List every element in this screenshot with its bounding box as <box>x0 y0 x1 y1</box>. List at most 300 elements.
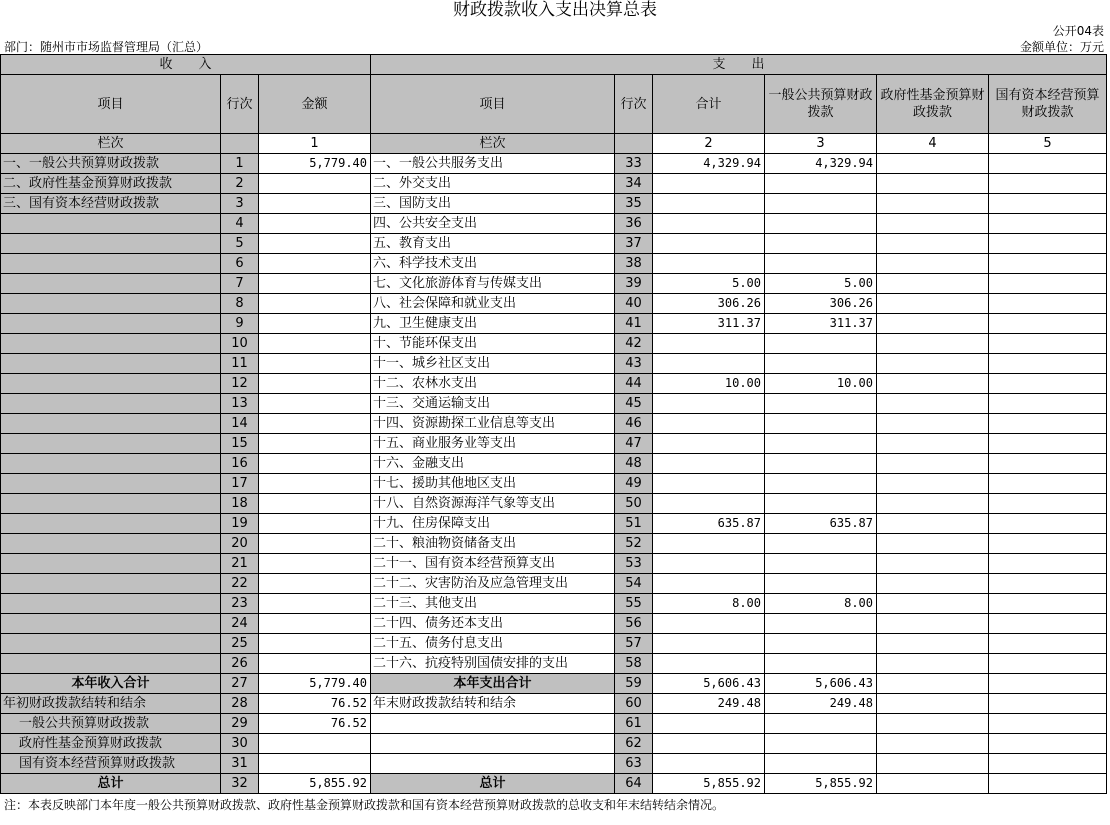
expense-item: 十四、资源勘探工业信息等支出 <box>371 414 615 434</box>
expense-state-capital <box>989 734 1107 754</box>
income-amount <box>259 574 371 594</box>
expense-line: 37 <box>615 234 653 254</box>
expense-gov-fund <box>877 594 989 614</box>
expense-gov-fund <box>877 214 989 234</box>
expense-item <box>371 734 615 754</box>
income-line: 2 <box>221 174 259 194</box>
expense-state-capital <box>989 614 1107 634</box>
income-amount <box>259 294 371 314</box>
income-item: 年初财政拨款结转和结余 <box>1 694 221 714</box>
income-amount <box>259 494 371 514</box>
income-item: 总计 <box>1 774 221 794</box>
income-amount <box>259 274 371 294</box>
income-item <box>1 534 221 554</box>
expense-line: 61 <box>615 714 653 734</box>
expense-state-capital <box>989 374 1107 394</box>
expense-gov-fund <box>877 254 989 274</box>
expense-total <box>653 414 765 434</box>
expense-general-budget <box>765 434 877 454</box>
expense-gov-fund <box>877 314 989 334</box>
table-row <box>1 434 1107 454</box>
expense-general-budget: 8.00 <box>765 594 877 614</box>
expense-gov-fund <box>877 774 989 794</box>
expense-item: 总计 <box>371 774 615 794</box>
expense-total <box>653 554 765 574</box>
income-item: 一般公共预算财政拨款 <box>1 714 221 734</box>
income-line: 14 <box>221 414 259 434</box>
gov-fund-header: 政府性基金预算财政拨款 <box>877 75 989 134</box>
expense-gov-fund <box>877 734 989 754</box>
income-amount <box>259 514 371 534</box>
income-amount <box>259 354 371 374</box>
income-amount <box>259 734 371 754</box>
expense-total <box>653 574 765 594</box>
general-budget-header: 一般公共预算财政拨款 <box>765 75 877 134</box>
expense-item: 二十二、灾害防治及应急管理支出 <box>371 574 615 594</box>
table-row <box>1 194 1107 214</box>
income-line: 13 <box>221 394 259 414</box>
footnote: 注：本表反映部门本年度一般公共预算财政拨款、政府性基金预算财政拨款和国有资本经营预算财政拨款的总收支和年末结转结余情况。 <box>4 798 725 812</box>
expense-gov-fund <box>877 174 989 194</box>
expense-item: 二十四、债务还本支出 <box>371 614 615 634</box>
income-line: 11 <box>221 354 259 374</box>
income-item: 政府性基金预算财政拨款 <box>1 734 221 754</box>
expense-gov-fund <box>877 554 989 574</box>
expense-gov-fund <box>877 234 989 254</box>
income-line: 9 <box>221 314 259 334</box>
expense-gov-fund <box>877 514 989 534</box>
expense-general-budget: 4,329.94 <box>765 154 877 174</box>
income-item: 三、国有资本经营财政拨款 <box>1 194 221 214</box>
expense-state-capital <box>989 514 1107 534</box>
expense-line: 43 <box>615 354 653 374</box>
expense-total <box>653 254 765 274</box>
table-row <box>1 314 1107 334</box>
column-no-4: 4 <box>877 134 989 154</box>
expense-line: 44 <box>615 374 653 394</box>
income-line: 29 <box>221 714 259 734</box>
expense-total: 10.00 <box>653 374 765 394</box>
expense-state-capital <box>989 414 1107 434</box>
expense-general-budget <box>765 214 877 234</box>
column-no-1: 1 <box>259 134 371 154</box>
expense-state-capital <box>989 494 1107 514</box>
expense-item: 四、公共安全支出 <box>371 214 615 234</box>
expense-line: 36 <box>615 214 653 234</box>
expense-item: 二十五、债务付息支出 <box>371 634 615 654</box>
income-item <box>1 434 221 454</box>
expense-item: 二十六、抗疫特别国债安排的支出 <box>371 654 615 674</box>
expense-item: 二十三、其他支出 <box>371 594 615 614</box>
expense-item <box>371 754 615 774</box>
summary-row <box>1 674 1107 694</box>
income-line: 31 <box>221 754 259 774</box>
unit-label: 金额单位：万元 <box>1019 40 1104 54</box>
expense-state-capital <box>989 474 1107 494</box>
income-line: 32 <box>221 774 259 794</box>
expense-gov-fund <box>877 534 989 554</box>
expense-general-budget: 5,606.43 <box>765 674 877 694</box>
summary-row <box>1 714 1107 734</box>
expense-line: 49 <box>615 474 653 494</box>
expense-state-capital <box>989 294 1107 314</box>
expense-total: 311.37 <box>653 314 765 334</box>
income-item <box>1 454 221 474</box>
income-amount <box>259 374 371 394</box>
table-row <box>1 574 1107 594</box>
expense-general-budget <box>765 534 877 554</box>
expense-general-budget: 249.48 <box>765 694 877 714</box>
expense-line: 33 <box>615 154 653 174</box>
expense-gov-fund <box>877 574 989 594</box>
income-line: 6 <box>221 254 259 274</box>
expense-line: 53 <box>615 554 653 574</box>
income-line: 20 <box>221 534 259 554</box>
expense-gov-fund <box>877 754 989 774</box>
expense-line: 39 <box>615 274 653 294</box>
table-row <box>1 554 1107 574</box>
column-no-3: 3 <box>765 134 877 154</box>
expense-general-budget <box>765 234 877 254</box>
expense-gov-fund <box>877 154 989 174</box>
expense-general-budget: 311.37 <box>765 314 877 334</box>
income-amount <box>259 174 371 194</box>
expense-gov-fund <box>877 274 989 294</box>
expense-state-capital <box>989 454 1107 474</box>
expense-gov-fund <box>877 294 989 314</box>
expense-item: 十一、城乡社区支出 <box>371 354 615 374</box>
income-amount <box>259 334 371 354</box>
income-line: 7 <box>221 274 259 294</box>
expense-total: 5,606.43 <box>653 674 765 694</box>
expense-item: 十六、金融支出 <box>371 454 615 474</box>
income-line: 4 <box>221 214 259 234</box>
income-amount <box>259 414 371 434</box>
expense-item: 十二、农林水支出 <box>371 374 615 394</box>
income-amount <box>259 554 371 574</box>
table-row <box>1 594 1107 614</box>
table-row <box>1 234 1107 254</box>
expense-gov-fund <box>877 434 989 454</box>
expense-gov-fund <box>877 674 989 694</box>
income-line: 25 <box>221 634 259 654</box>
expense-item: 二十一、国有资本经营预算支出 <box>371 554 615 574</box>
table-row <box>1 614 1107 634</box>
income-amount <box>259 314 371 334</box>
income-amount <box>259 634 371 654</box>
expense-gov-fund <box>877 334 989 354</box>
expense-line: 52 <box>615 534 653 554</box>
income-amount <box>259 654 371 674</box>
income-line: 24 <box>221 614 259 634</box>
expense-gov-fund <box>877 354 989 374</box>
expense-total-header: 合计 <box>653 75 765 134</box>
table-row <box>1 394 1107 414</box>
expense-total <box>653 234 765 254</box>
expense-state-capital <box>989 354 1107 374</box>
expense-item: 九、卫生健康支出 <box>371 314 615 334</box>
table-row <box>1 474 1107 494</box>
expense-gov-fund <box>877 654 989 674</box>
expense-line: 54 <box>615 574 653 594</box>
expense-state-capital <box>989 174 1107 194</box>
expense-state-capital <box>989 694 1107 714</box>
expense-total <box>653 654 765 674</box>
expense-total <box>653 754 765 774</box>
table-row <box>1 154 1107 174</box>
income-item: 一、一般公共预算财政拨款 <box>1 154 221 174</box>
income-item <box>1 274 221 294</box>
income-amount <box>259 454 371 474</box>
expense-gov-fund <box>877 614 989 634</box>
expense-general-budget: 10.00 <box>765 374 877 394</box>
income-line: 21 <box>221 554 259 574</box>
income-amount <box>259 614 371 634</box>
expense-line: 41 <box>615 314 653 334</box>
expense-general-budget <box>765 394 877 414</box>
expense-general-budget <box>765 254 877 274</box>
expense-gov-fund <box>877 494 989 514</box>
expense-state-capital <box>989 574 1107 594</box>
income-line: 12 <box>221 374 259 394</box>
expense-state-capital <box>989 714 1107 734</box>
income-amount: 76.52 <box>259 694 371 714</box>
expense-total <box>653 394 765 414</box>
income-line: 28 <box>221 694 259 714</box>
income-item <box>1 354 221 374</box>
expense-total <box>653 334 765 354</box>
income-item <box>1 474 221 494</box>
table-row <box>1 374 1107 394</box>
expense-gov-fund <box>877 474 989 494</box>
expense-line: 57 <box>615 634 653 654</box>
expense-general-budget <box>765 614 877 634</box>
table-row <box>1 634 1107 654</box>
income-item <box>1 374 221 394</box>
column-no-blank <box>221 134 259 154</box>
expense-item: 二、外交支出 <box>371 174 615 194</box>
income-line: 10 <box>221 334 259 354</box>
income-line: 5 <box>221 234 259 254</box>
income-item <box>1 594 221 614</box>
table-row <box>1 514 1107 534</box>
expense-item <box>371 714 615 734</box>
income-line: 16 <box>221 454 259 474</box>
expense-state-capital <box>989 534 1107 554</box>
expense-line: 60 <box>615 694 653 714</box>
expense-total: 306.26 <box>653 294 765 314</box>
expense-total <box>653 494 765 514</box>
expense-line: 63 <box>615 754 653 774</box>
expense-state-capital <box>989 334 1107 354</box>
income-amount: 5,779.40 <box>259 154 371 174</box>
income-item <box>1 394 221 414</box>
expense-state-capital <box>989 314 1107 334</box>
income-item <box>1 574 221 594</box>
expense-line: 64 <box>615 774 653 794</box>
expense-state-capital <box>989 194 1107 214</box>
expense-line: 62 <box>615 734 653 754</box>
expense-item: 六、科学技术支出 <box>371 254 615 274</box>
expense-line: 50 <box>615 494 653 514</box>
expense-general-budget <box>765 474 877 494</box>
income-amount: 5,779.40 <box>259 674 371 694</box>
expense-state-capital <box>989 254 1107 274</box>
income-item <box>1 294 221 314</box>
expense-line: 47 <box>615 434 653 454</box>
income-line: 27 <box>221 674 259 694</box>
summary-row <box>1 694 1107 714</box>
finance-table <box>0 54 1107 794</box>
income-amount: 5,855.92 <box>259 774 371 794</box>
income-amount <box>259 394 371 414</box>
expense-general-budget <box>765 494 877 514</box>
expense-state-capital <box>989 214 1107 234</box>
expense-total: 5.00 <box>653 274 765 294</box>
expense-total <box>653 474 765 494</box>
income-item-header: 项目 <box>1 75 221 134</box>
expense-item: 七、文化旅游体育与传媒支出 <box>371 274 615 294</box>
expense-item: 八、社会保障和就业支出 <box>371 294 615 314</box>
expense-state-capital <box>989 434 1107 454</box>
expense-item-header: 项目 <box>371 75 615 134</box>
income-line: 1 <box>221 154 259 174</box>
income-item: 本年收入合计 <box>1 674 221 694</box>
expense-state-capital <box>989 634 1107 654</box>
expense-item: 一、一般公共服务支出 <box>371 154 615 174</box>
income-item <box>1 654 221 674</box>
expense-item: 十、节能环保支出 <box>371 334 615 354</box>
table-row <box>1 354 1107 374</box>
expense-state-capital <box>989 274 1107 294</box>
expense-state-capital <box>989 154 1107 174</box>
income-item <box>1 634 221 654</box>
income-item <box>1 314 221 334</box>
expense-item: 五、教育支出 <box>371 234 615 254</box>
expense-line: 56 <box>615 614 653 634</box>
expense-gov-fund <box>877 694 989 714</box>
expense-total <box>653 714 765 734</box>
table-row <box>1 534 1107 554</box>
income-amount <box>259 474 371 494</box>
income-line-header: 行次 <box>221 75 259 134</box>
table-row <box>1 334 1107 354</box>
expense-line: 34 <box>615 174 653 194</box>
income-amount-header: 金额 <box>259 75 371 134</box>
expense-state-capital <box>989 234 1107 254</box>
expense-state-capital <box>989 754 1107 774</box>
expense-total <box>653 174 765 194</box>
table-row <box>1 214 1107 234</box>
expense-general-budget <box>765 354 877 374</box>
expense-general-budget: 635.87 <box>765 514 877 534</box>
income-line: 15 <box>221 434 259 454</box>
expense-general-budget <box>765 174 877 194</box>
income-line: 22 <box>221 574 259 594</box>
income-amount <box>259 214 371 234</box>
income-line: 17 <box>221 474 259 494</box>
expense-state-capital <box>989 554 1107 574</box>
table-row <box>1 274 1107 294</box>
form-code: 公开04表 <box>1052 24 1104 38</box>
expense-gov-fund <box>877 414 989 434</box>
income-item <box>1 234 221 254</box>
expense-total: 8.00 <box>653 594 765 614</box>
page-title: 财政拨款收入支出决算总表 <box>453 0 657 20</box>
expense-gov-fund <box>877 634 989 654</box>
expense-item: 十五、商业服务业等支出 <box>371 434 615 454</box>
income-item <box>1 554 221 574</box>
expense-line-header: 行次 <box>615 75 653 134</box>
table-row <box>1 254 1107 274</box>
income-item <box>1 414 221 434</box>
expense-gov-fund <box>877 714 989 734</box>
expense-total <box>653 194 765 214</box>
column-no-blank <box>615 134 653 154</box>
income-line: 23 <box>221 594 259 614</box>
expense-item: 二十、粮油物资储备支出 <box>371 534 615 554</box>
table-row <box>1 294 1107 314</box>
table-row <box>1 174 1107 194</box>
income-amount <box>259 594 371 614</box>
income-line: 8 <box>221 294 259 314</box>
expense-total <box>653 354 765 374</box>
income-item <box>1 514 221 534</box>
expense-total: 4,329.94 <box>653 154 765 174</box>
income-item <box>1 214 221 234</box>
expense-total: 249.48 <box>653 694 765 714</box>
income-line: 19 <box>221 514 259 534</box>
department-label: 部门：随州市市场监督管理局（汇总） <box>4 40 209 54</box>
expense-general-budget <box>765 454 877 474</box>
summary-row <box>1 754 1107 774</box>
income-line: 26 <box>221 654 259 674</box>
expense-general-budget <box>765 654 877 674</box>
expense-item: 十七、援助其他地区支出 <box>371 474 615 494</box>
income-line: 30 <box>221 734 259 754</box>
expense-state-capital <box>989 774 1107 794</box>
column-no-label: 栏次 <box>371 134 615 154</box>
expense-general-budget: 306.26 <box>765 294 877 314</box>
expense-general-budget <box>765 714 877 734</box>
expense-line: 38 <box>615 254 653 274</box>
expense-total <box>653 634 765 654</box>
expense-line: 48 <box>615 454 653 474</box>
income-item <box>1 494 221 514</box>
expense-general-budget: 5,855.92 <box>765 774 877 794</box>
expense-total: 5,855.92 <box>653 774 765 794</box>
expense-total <box>653 214 765 234</box>
summary-row <box>1 774 1107 794</box>
income-line: 3 <box>221 194 259 214</box>
expense-general-budget <box>765 734 877 754</box>
expense-total <box>653 434 765 454</box>
expense-general-budget <box>765 334 877 354</box>
table-row <box>1 654 1107 674</box>
expense-line: 40 <box>615 294 653 314</box>
expense-state-capital <box>989 594 1107 614</box>
income-item: 国有资本经营预算财政拨款 <box>1 754 221 774</box>
expense-general-budget <box>765 554 877 574</box>
income-amount <box>259 234 371 254</box>
expense-line: 58 <box>615 654 653 674</box>
column-no-5: 5 <box>989 134 1107 154</box>
expense-line: 46 <box>615 414 653 434</box>
expense-total: 635.87 <box>653 514 765 534</box>
expense-general-budget <box>765 414 877 434</box>
expense-line: 55 <box>615 594 653 614</box>
expense-gov-fund <box>877 194 989 214</box>
